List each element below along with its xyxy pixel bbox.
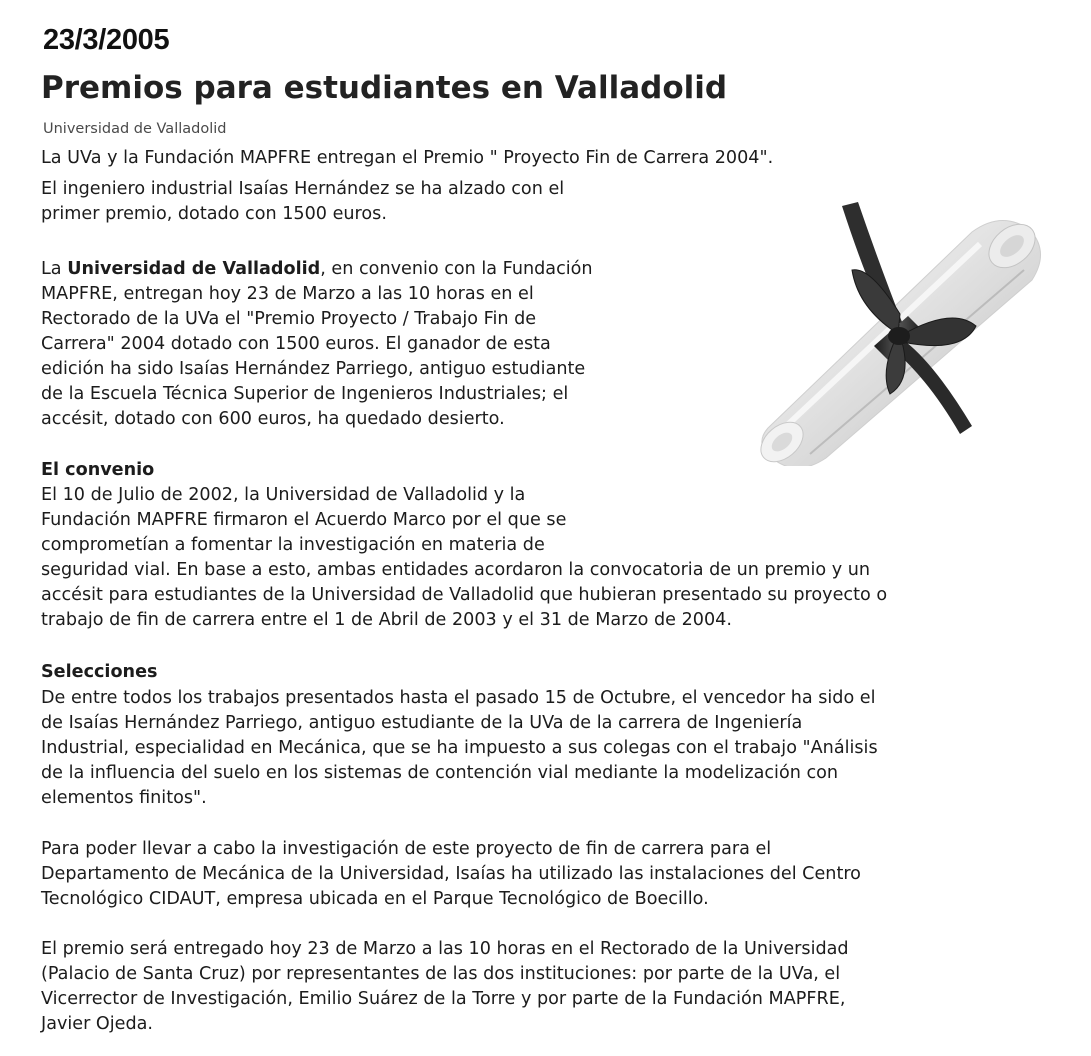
- paragraph-announcement: [41, 257, 711, 432]
- paragraph-line: Vicerrector de Investigación, Emilio Suárez de la Torre y por parte de la Fundación MAPFRE,: [41, 989, 846, 1009]
- paragraph-line: Departamento de Mecánica de la Universidad, Isaías ha utilizado las instalaciones del Centro: [41, 864, 861, 884]
- paragraph-ceremony: [41, 937, 1076, 1037]
- paragraph-line: [41, 257, 711, 282]
- paragraph-line: elementos finitos".: [41, 788, 207, 808]
- paragraph-line: Rectorado de la UVa el "Premio Proyecto / Trabajo Fin de: [41, 309, 537, 329]
- paragraph-line: (Palacio de Santa Cruz) por representantes de las dos instituciones: por parte de la UVa, el: [41, 964, 841, 984]
- heading-selecciones: Selecciones: [41, 662, 158, 682]
- paragraph-line: Carrera" 2004 dotado con 1500 euros. El ganador de esta: [41, 334, 551, 354]
- paragraph-line: accésit para estudiantes de la Universidad de Valladolid que hubieran presentado su proyecto o: [41, 585, 888, 605]
- paragraph-line: Javier Ojeda.: [41, 1014, 154, 1034]
- paragraph-line: edición ha sido Isaías Hernández Parriego, antiguo estudiante: [41, 359, 586, 379]
- paragraph-summary: [41, 177, 701, 227]
- paragraph-convenio: [41, 483, 1076, 633]
- university-name: Universidad de Valladolid: [67, 259, 321, 279]
- article-source: Universidad de Valladolid: [43, 121, 227, 137]
- paragraph-line: El 10 de Julio de 2002, la Universidad de Valladolid y la: [41, 485, 526, 505]
- paragraph-line: Tecnológico CIDAUT, empresa ubicada en el Parque Tecnológico de Boecillo.: [41, 889, 709, 909]
- paragraph-line: de la Escuela Técnica Superior de Ingenieros Industriales; el: [41, 384, 569, 404]
- paragraph-line: accésit, dotado con 600 euros, ha quedado desierto.: [41, 409, 505, 429]
- diploma-scroll-with-ribbon-icon: [740, 196, 1070, 466]
- paragraph-line: primer premio, dotado con 1500 euros.: [41, 204, 387, 224]
- paragraph-line: El premio será entregado hoy 23 de Marzo a las 10 horas en el Rectorado de la Universidad: [41, 939, 849, 959]
- paragraph-line: de la influencia del suelo en los sistemas de contención vial mediante la modelización con: [41, 763, 839, 783]
- paragraph-research: [41, 837, 1076, 912]
- paragraph-line: Industrial, especialidad en Mecánica, que se ha impuesto a sus colegas con el trabajo "Análisis: [41, 738, 878, 758]
- article-date: 23/3/2005: [43, 24, 170, 56]
- paragraph-line: De entre todos los trabajos presentados hasta el pasado 15 de Octubre, el vencedor ha sido el: [41, 688, 876, 708]
- paragraph-line: MAPFRE, entregan hoy 23 de Marzo a las 10 horas en el: [41, 284, 534, 304]
- intro-text: La: [41, 259, 68, 279]
- paragraph-line: seguridad vial. En base a esto, ambas entidades acordaron la convocatoria de un premio y un: [41, 560, 871, 580]
- paragraph-line: trabajo de fin de carrera entre el 1 de Abril de 2003 y el 31 de Marzo de 2004.: [41, 610, 732, 630]
- paragraph-line: comprometían a fomentar la investigación en materia de: [41, 535, 545, 555]
- article-lead: La UVa y la Fundación MAPFRE entregan el Premio " Proyecto Fin de Carrera 2004".: [41, 148, 774, 168]
- article-title: Premios para estudiantes en Valladolid: [41, 70, 728, 106]
- paragraph-selecciones: [41, 686, 1076, 811]
- paragraph-line: Fundación MAPFRE firmaron el Acuerdo Marco por el que se: [41, 510, 567, 530]
- paragraph-line: de Isaías Hernández Parriego, antiguo estudiante de la UVa de la carrera de Ingeniería: [41, 713, 803, 733]
- intro-rest: , en convenio con la Fundación: [320, 259, 593, 279]
- heading-convenio: El convenio: [41, 460, 155, 480]
- paragraph-line: El ingeniero industrial Isaías Hernández se ha alzado con el: [41, 179, 565, 199]
- paragraph-line: Para poder llevar a cabo la investigación de este proyecto de fin de carrera para el: [41, 839, 772, 859]
